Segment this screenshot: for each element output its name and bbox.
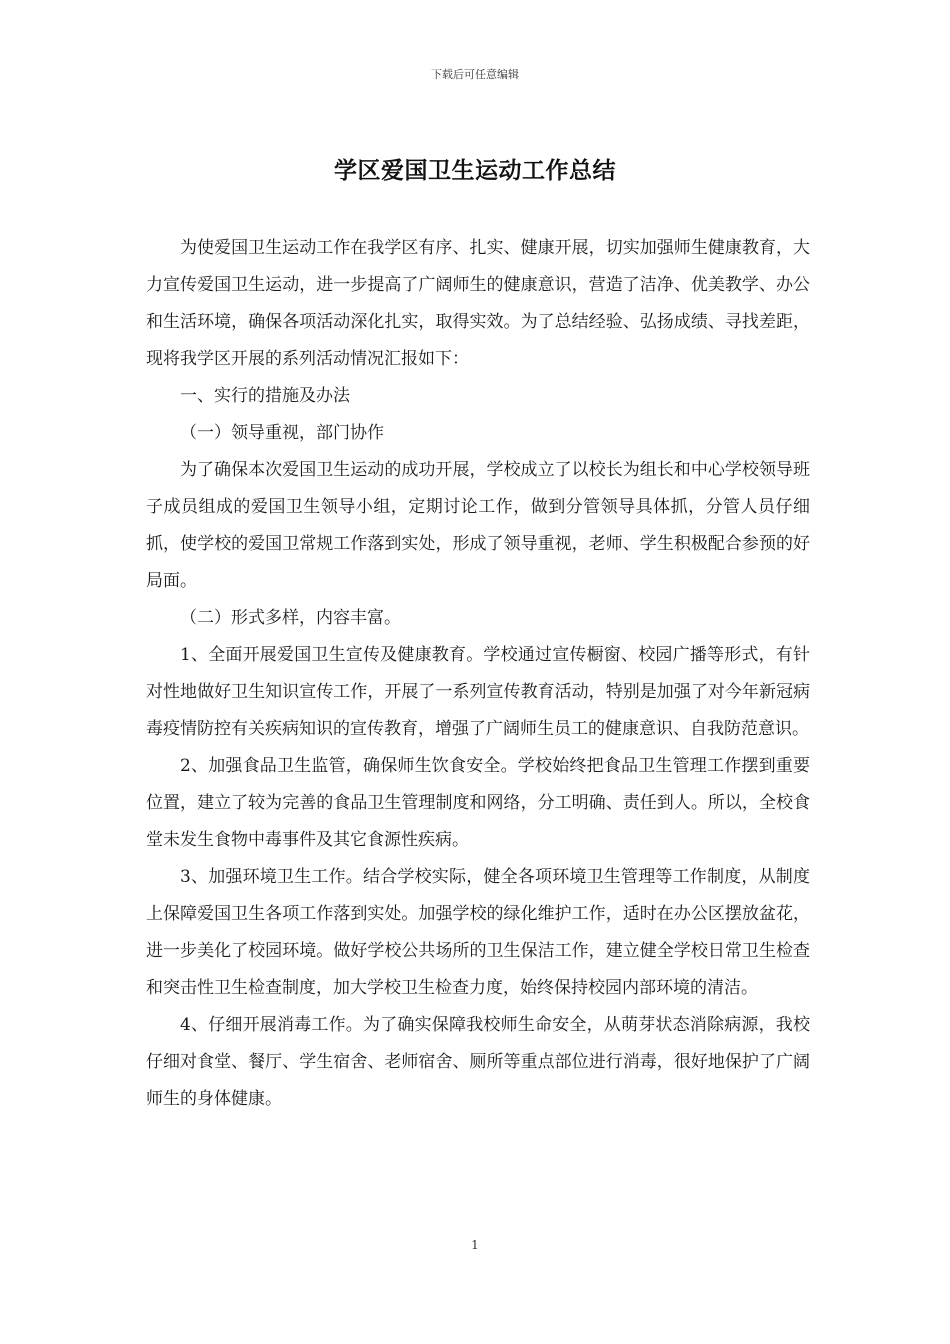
- subsection-heading-leadership: （一）领导重视，部门协作: [180, 423, 384, 443]
- page-number: 1: [471, 1238, 479, 1252]
- paragraph-item-4: 4、仔细开展消毒工作。为了确实保障我校师生命安全，从萌芽状态消除病源，我校仔细对食堂、餐厅、学生宿舍、老师宿舍、厕所等重点部位进行消毒，很好地保护了广阔师生的身体健康。: [146, 1015, 810, 1109]
- paragraph-item-2: 2、加强食品卫生监管，确保师生饮食安全。学校始终把食品卫生管理工作摆到重要位置，建立了较为完善的食品卫生管理制度和网络，分工明确、责任到人。所以，全校食堂未发生食物中毒事件及其它食源性疾病。: [146, 756, 810, 850]
- header-note: 下载后可任意编辑: [431, 68, 519, 81]
- document-title: 学区爱国卫生运动工作总结: [334, 157, 616, 184]
- paragraph-intro: 为使爱国卫生运动工作在我学区有序、扎实、健康开展，切实加强师生健康教育，大力宣传爱国卫生运动，进一步提高了广阔师生的健康意识，营造了洁净、优美教学、办公和生活环境，确保各项活动深化扎实，取得实效。为了总结经验、弘扬成绩、寻找差距，现将我学区开展的系列活动情况汇报如下：: [146, 238, 810, 369]
- paragraph-leadership: 为了确保本次爱国卫生运动的成功开展，学校成立了以校长为组长和中心学校领导班子成员组成的爱国卫生领导小组，定期讨论工作，做到分管领导具体抓，分管人员仔细抓，使学校的爱国卫常规工作落到实处，形成了领导重视，老师、学生积极配合参预的好局面。: [146, 460, 810, 591]
- document-body: [146, 230, 810, 1118]
- paragraph-item-1: 1、全面开展爱国卫生宣传及健康教育。学校通过宣传橱窗、校园广播等形式，有针对性地做好卫生知识宣传工作，开展了一系列宣传教育活动，特别是加强了对今年新冠病毒疫情防控有关疾病知识的宣传教育，增强了广阔师生员工的健康意识、自我防范意识。: [146, 645, 810, 739]
- section-heading-measures: 一、实行的措施及办法: [180, 386, 350, 406]
- paragraph-item-3: 3、加强环境卫生工作。结合学校实际，健全各项环境卫生管理等工作制度，从制度上保障爱国卫生各项工作落到实处。加强学校的绿化维护工作，适时在办公区摆放盆花，进一步美化了校园环境。做好学校公共场所的卫生保洁工作，建立健全学校日常卫生检查和突击性卫生检查制度，加大学校卫生检查力度，始终保持校园内部环境的清洁。: [146, 867, 810, 998]
- subsection-heading-forms: （二）形式多样，内容丰富。: [180, 608, 401, 628]
